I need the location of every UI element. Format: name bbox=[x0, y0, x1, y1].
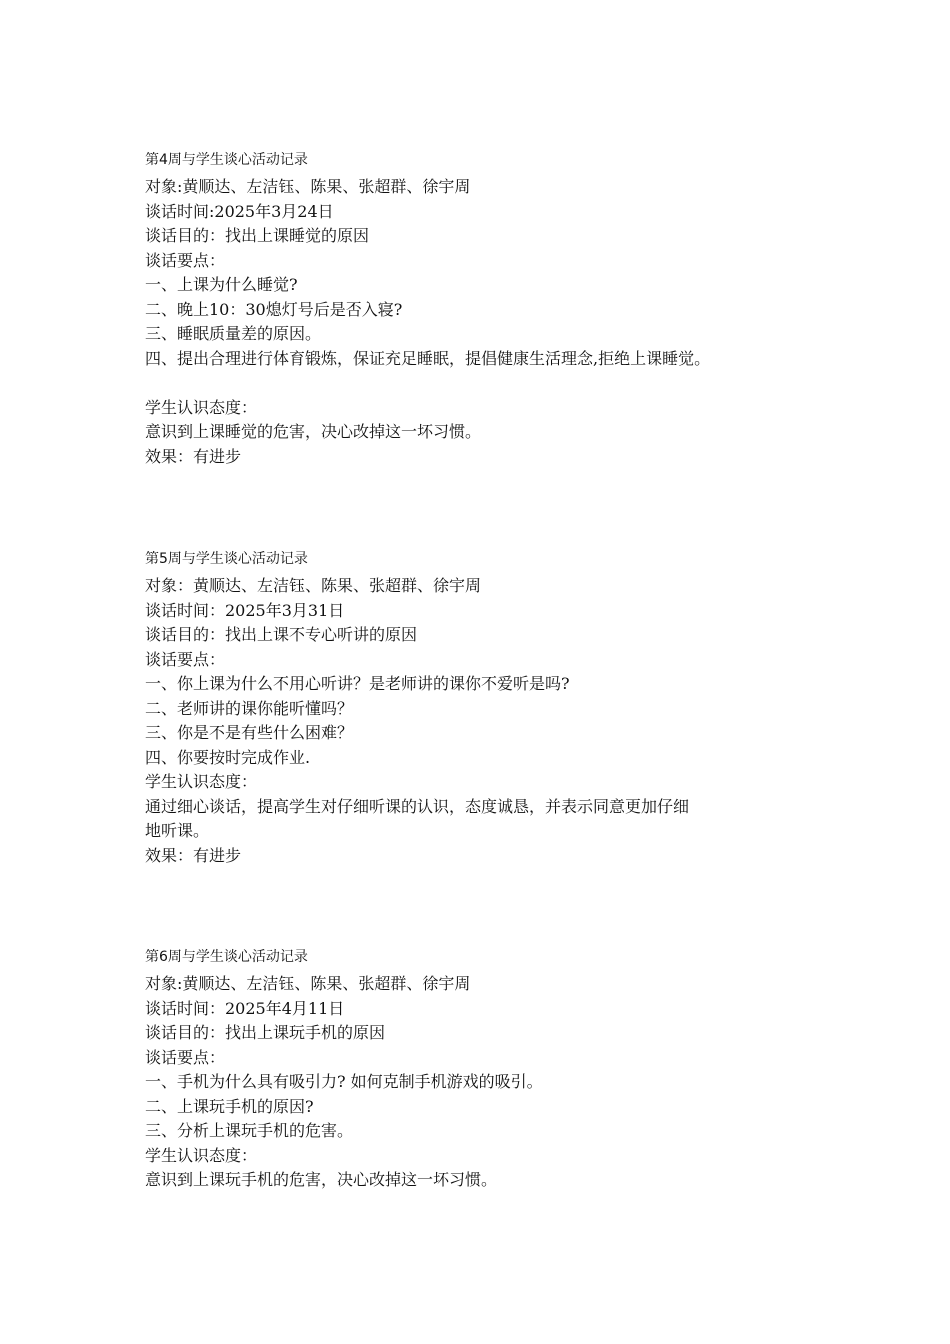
record-title: 第5周与学生谈心活动记录 bbox=[145, 551, 308, 567]
record-title: 第4周与学生谈心活动记录 bbox=[145, 152, 308, 168]
record-time: 谈话时间：2025年3月31日 bbox=[145, 600, 345, 620]
record-subjects: 对象:黄顺达、左洁钰、陈果、张超群、徐宇周 bbox=[145, 177, 471, 196]
record-point: 三、你是不是有些什么困难？ bbox=[145, 723, 354, 742]
record-attitude: 通过细心谈话，提高学生对仔细听课的认识，态度诚恳，并表示同意更加仔细 bbox=[145, 796, 690, 816]
record-attitude-label: 学生认识态度： bbox=[145, 772, 258, 791]
record-subjects: 对象：黄顺达、左洁钰、陈果、张超群、徐宇周 bbox=[145, 576, 482, 595]
record-time: 谈话时间：2025年4月11日 bbox=[145, 998, 345, 1018]
record-purpose: 谈话目的：找出上课睡觉的原因 bbox=[145, 226, 370, 245]
record-points-label: 谈话要点： bbox=[145, 250, 226, 270]
record-attitude-label: 学生认识态度： bbox=[145, 1145, 258, 1165]
record-point: 二、老师讲的课你能听懂吗？ bbox=[145, 698, 354, 718]
record-effect: 效果：有进步 bbox=[145, 446, 242, 466]
record-subjects: 对象:黄顺达、左洁钰、陈果、张超群、徐宇周 bbox=[145, 974, 471, 993]
record-purpose: 谈话目的：找出上课不专心听讲的原因 bbox=[145, 625, 418, 644]
record-point: 四、提出合理进行体育锻炼，保证充足睡眠，提倡健康生活理念,拒绝上课睡觉。 bbox=[145, 348, 711, 368]
record-attitude: 意识到上课玩手机的危害，决心改掉这一坏习惯。 bbox=[145, 1170, 498, 1189]
record-attitude: 意识到上课睡觉的危害，决心改掉这一坏习惯。 bbox=[145, 422, 482, 441]
record-points-label: 谈话要点： bbox=[145, 649, 226, 669]
record-title: 第6周与学生谈心活动记录 bbox=[145, 949, 308, 965]
record-point: 三、分析上课玩手机的危害。 bbox=[145, 1121, 354, 1140]
record-attitude: 地听课。 bbox=[145, 821, 210, 840]
record-point: 二、晚上10：30熄灯号后是否入寝? bbox=[145, 299, 403, 319]
record-point: 一、你上课为什么不用心听讲？是老师讲的课你不爱听是吗? bbox=[145, 674, 570, 693]
record-point: 二、上课玩手机的原因? bbox=[145, 1096, 314, 1116]
talk-record-week-4 bbox=[145, 151, 845, 469]
record-attitude-label: 学生认识态度： bbox=[145, 397, 258, 417]
record-point: 一、手机为什么具有吸引力? 如何克制手机游戏的吸引。 bbox=[145, 1072, 543, 1091]
record-time: 谈话时间:2025年3月24日 bbox=[145, 201, 334, 221]
record-purpose: 谈话目的：找出上课玩手机的原因 bbox=[145, 1023, 386, 1042]
record-effect: 效果：有进步 bbox=[145, 845, 242, 865]
record-point: 四、你要按时完成作业. bbox=[145, 747, 311, 767]
talk-record-week-6 bbox=[145, 948, 845, 1193]
record-point: 一、上课为什么睡觉? bbox=[145, 275, 298, 294]
record-points-label: 谈话要点： bbox=[145, 1047, 226, 1067]
blank-line bbox=[145, 371, 845, 396]
record-point: 三、睡眠质量差的原因。 bbox=[145, 324, 322, 343]
talk-record-week-5 bbox=[145, 550, 845, 868]
